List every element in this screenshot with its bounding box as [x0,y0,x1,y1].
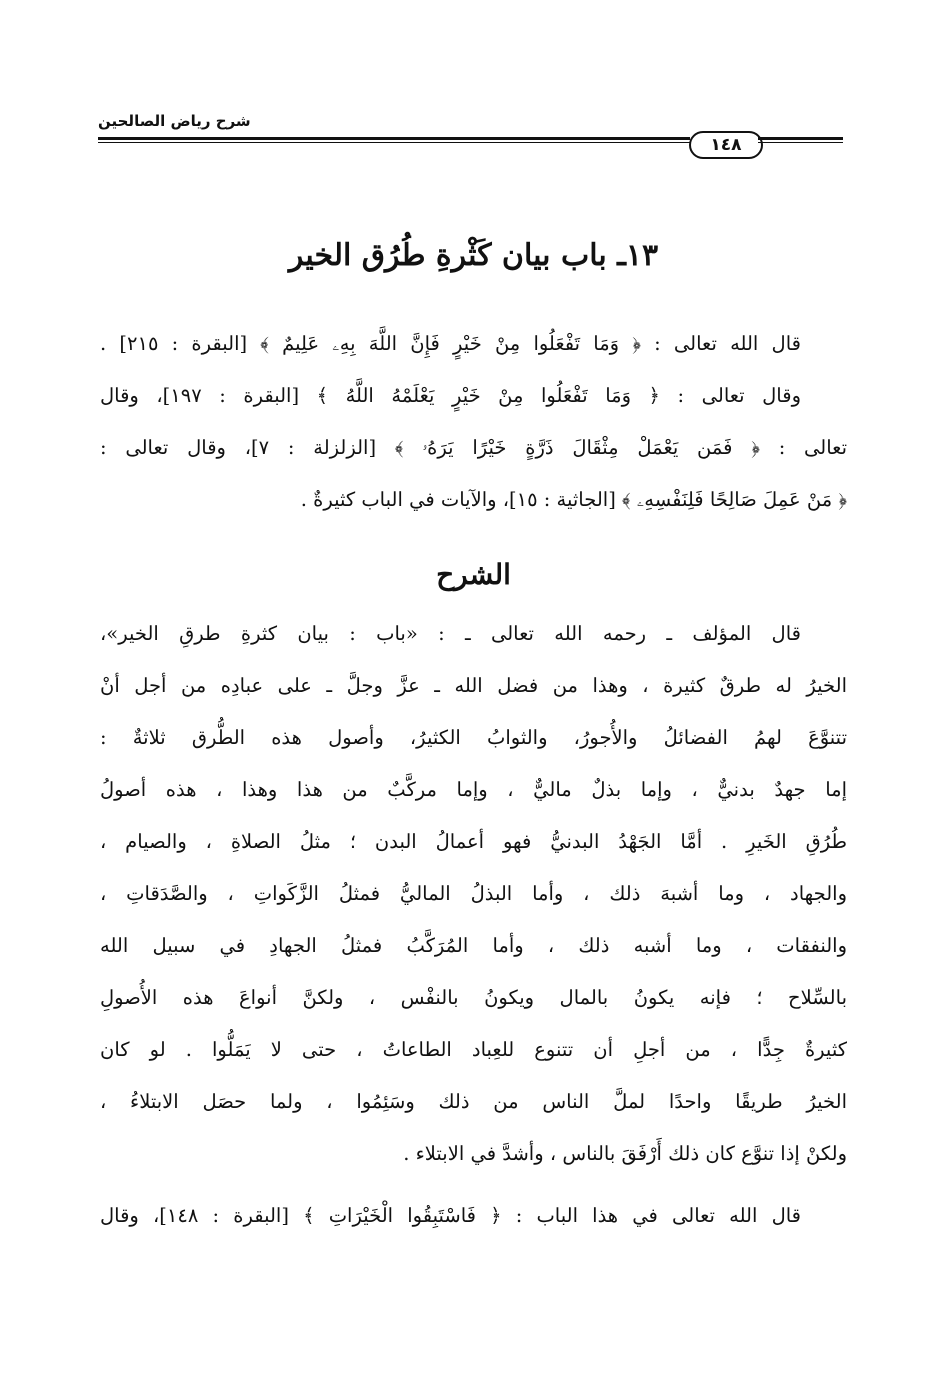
verse-line: وقال تعالى : ﴿ وَمَا تَفْعَلُوا مِنْ خَيْرٍ يَعْلَمْهُ اللَّهُ ﴾ [البقرة : ١٩٧]، وقال [100,384,801,407]
body-line: بالسِّلاح ؛ فإنه يكونُ بالمال ويكونُ بالنفْس ، ولكنَّ أنواعَ هذه الأُصولِ [100,986,847,1009]
verse-line: تعالى : ﴿ فَمَن يَعْمَلْ مِثْقَالَ ذَرَّةٍ خَيْرًا يَرَهُۥ ﴾ [الزلزلة : ٧]، وقال تعالى : [100,436,847,459]
body-line: قال الله تعالى في هذا الباب : ﴿ فَاسْتَبِقُوا الْخَيْرَاتِ ﴾ [البقرة : ١٤٨]، وقال [100,1204,802,1227]
body-line: قال المؤلف ـ رحمه الله تعالى ـ : «باب : بيان كثرةِ طرقِ الخير»، [100,622,801,645]
running-book-title: شرح رياض الصالحين [98,112,251,130]
next-paragraph-block [100,1190,847,1242]
header-rule-left [98,137,690,143]
verse-line: ﴿ مَنْ عَمِلَ صَالِحًا فَلِنَفْسِهِۦ ﴾ [الجاثية : ١٥]، والآيات في الباب كثيرةٌ . [300,488,847,511]
body-line: ولكنْ إذا تنوَّع كان ذلك أَرْفَقَ بالناس ، وأشدَّ في الابتلاء . [403,1142,847,1165]
body-line: إما جهدٌ بدنيٌّ ، وإما بذلٌ ماليٌّ ، وإما مركَّبٌ من هذا وهذا ، هذه أصولُ [100,778,847,801]
body-line: الخيرُ طريقًا واحدًا لملَّ الناس من ذلك وسَئِمُوا ، ولما حصَل الابتلاءُ ، [100,1090,847,1113]
page-number: ١٤٨ [689,131,763,159]
commentary-block [100,608,847,1180]
body-line: كثيرةٌ جِدًّا ، من أجلِ أن تتنوع للعِباد الطاعاتُ ، حتى لا يَمَلُّوا . لو كان [100,1038,847,1061]
verse-line: قال الله تعالى : ﴿ وَمَا تَفْعَلُوا مِنْ خَيْرٍ فَإِنَّ اللَّهَ بِهِۦ عَلِيمٌ ﴾ [البقرة : ٢١٥] . [100,332,801,355]
body-line: والنفقات ، وما أشبه ذلك ، وأما المُرَكَّبُ فمثلُ الجهادِ في سبيل الله [100,934,847,957]
body-line: والجهاد ، وما أشبهَ ذلك ، وأما البذلُ الماليُّ فمثلُ الزَّكَواتِ ، والصَّدَقاتِ ، [100,882,847,905]
chapter-title: ١٣ـ باب بيان كَثْرةِ طُرُق الخير [288,238,659,273]
body-line: تتنوَّعَ لهمُ الفضائلُ والأُجورُ، والثوابُ الكثيرُ، وأصول هذه الطُّرق ثلاثةٌ : [100,726,847,749]
header-rule-right [758,137,843,143]
quran-verses-block [100,318,847,526]
section-title: الشرح [436,558,511,591]
page-header [98,110,843,170]
body-line: الخيرُ له طرقٌ كثيرة ، وهذا من فضل الله ـ عزَّ وجلَّ ـ على عبادِه من أجل أنْ [100,674,847,697]
body-line: طُرُقِ الخَيرِ . أمَّا الجَهْدُ البدنيُّ فهو أعمالُ البدن ؛ مثلُ الصلاةِ ، والصيام ، [100,830,847,853]
